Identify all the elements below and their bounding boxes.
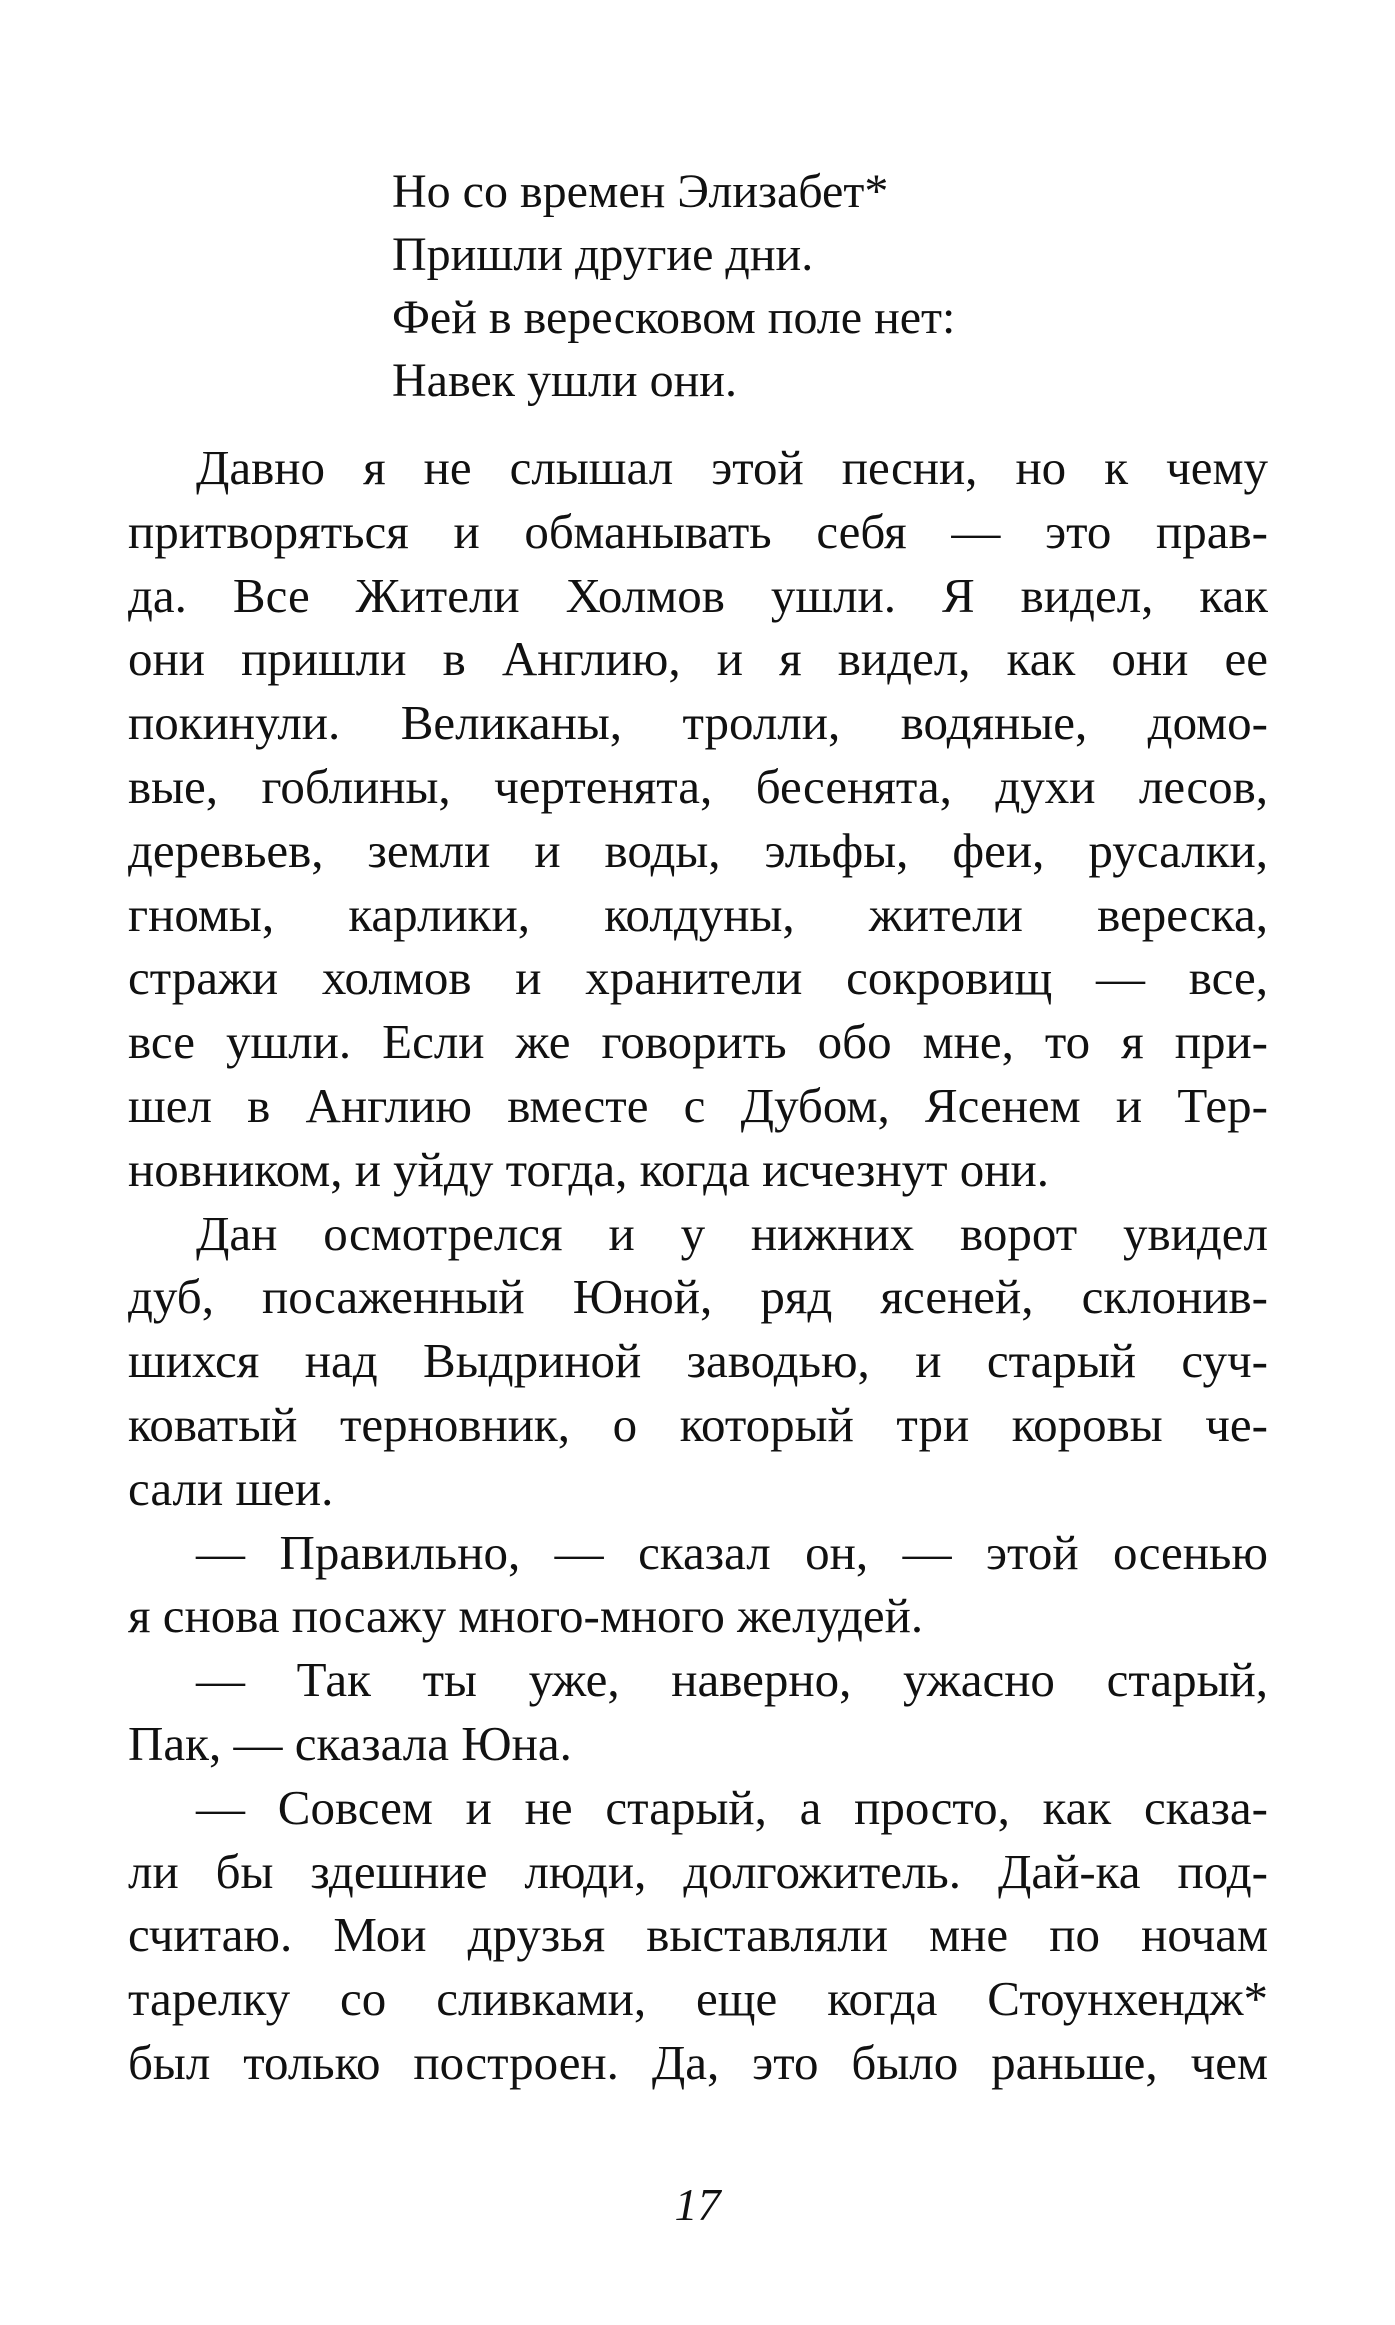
text-line: ли бы здешние люди, долгожитель. Дай-ка под-	[128, 1843, 1268, 1899]
text-line: я снова посажу много-много желудей.	[128, 1588, 924, 1644]
text-line: Пак, — сказала Юна.	[128, 1715, 572, 1771]
text-line: коватый терновник, о который три коровы че-	[128, 1396, 1268, 1452]
text-line: новником, и уйду тогда, когда исчезнут они.	[128, 1141, 1049, 1197]
prose-body	[128, 436, 1268, 2095]
text-line: — Правильно, — сказал он, — этой осенью	[196, 1524, 1268, 1580]
paragraph	[128, 1776, 1268, 2095]
text-line: да. Все Жители Холмов ушли. Я видел, как	[128, 567, 1268, 623]
paragraph	[128, 1521, 1268, 1649]
poem-line: Навек ушли они.	[392, 354, 737, 407]
paragraph	[128, 436, 1268, 1202]
paragraph	[128, 1202, 1268, 1521]
text-line: тарелку со сливками, еще когда Стоунхендж*	[128, 1971, 1268, 2027]
text-line: деревьев, земли и воды, эльфы, феи, русалки,	[128, 822, 1268, 878]
text-line: покинули. Великаны, тролли, водяные, домо-	[128, 695, 1268, 751]
text-line: считаю. Мои друзья выставляли мне по ночам	[128, 1907, 1268, 1963]
paragraph	[128, 1648, 1268, 1776]
poem-stanza	[392, 160, 955, 412]
text-line: гномы, карлики, колдуны, жители вереска,	[128, 886, 1268, 942]
poem-line: Но со времен Элизабет*	[392, 165, 889, 218]
text-line: — Совсем и не старый, а просто, как сказа-	[196, 1779, 1268, 1835]
text-line: шел в Англию вместе с Дубом, Ясенем и Тер-	[128, 1077, 1268, 1133]
text-line: был только построен. Да, это было раньше, чем	[128, 2034, 1268, 2090]
poem-line: Фей в вересковом поле нет:	[392, 291, 956, 344]
text-line: сали шеи.	[128, 1460, 334, 1516]
text-line: Дан осмотрелся и у нижних ворот увидел	[196, 1205, 1268, 1261]
text-line: Давно я не слышал этой песни, но к чему	[196, 440, 1268, 495]
text-line: дуб, посаженный Юной, ряд ясеней, склонив-	[128, 1269, 1268, 1325]
text-line: — Так ты уже, наверно, ужасно старый,	[196, 1652, 1268, 1708]
text-line: стражи холмов и хранители сокровищ — все,	[128, 950, 1268, 1006]
text-line: все ушли. Если же говорить обо мне, то я при-	[128, 1014, 1268, 1070]
text-line: притворяться и обманывать себя — это прав-	[128, 503, 1268, 559]
text-line: вые, гоблины, чертенята, бесенята, духи лесов,	[128, 758, 1268, 814]
text-line: они пришли в Англию, и я видел, как они ее	[128, 631, 1268, 687]
text-line: шихся над Выдриной заводью, и старый суч-	[128, 1333, 1268, 1389]
poem-line: Пришли другие дни.	[392, 228, 814, 281]
page-number: 17	[674, 2179, 721, 2230]
